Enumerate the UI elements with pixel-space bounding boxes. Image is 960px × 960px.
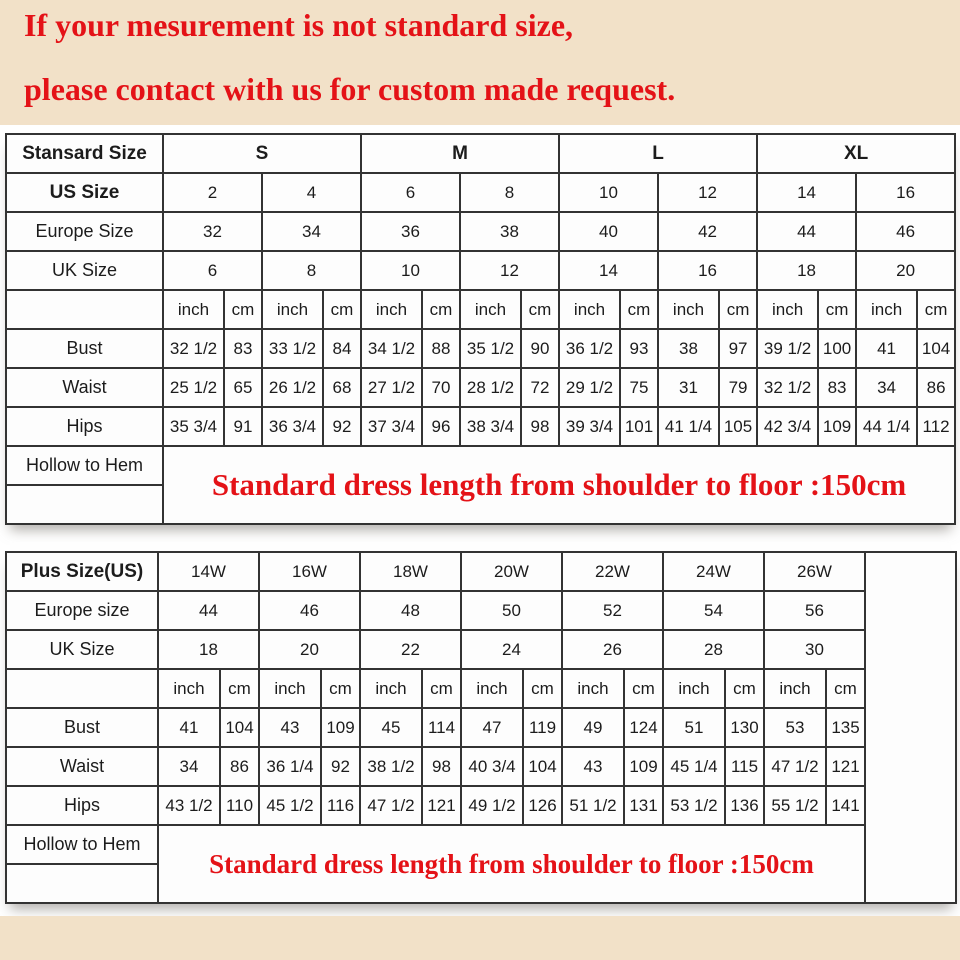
table-cell: inch [361, 290, 422, 329]
table-cell: 119 [523, 708, 562, 747]
table-cell: inch [562, 669, 624, 708]
bust-label: Bust [6, 329, 163, 368]
table-cell: cm [321, 669, 360, 708]
table-cell: 86 [917, 368, 955, 407]
table-cell: 35 3/4 [163, 407, 224, 446]
table-cell: 116 [321, 786, 360, 825]
table-cell: 136 [725, 786, 764, 825]
table-cell: 16 [856, 173, 955, 212]
table-cell: 141 [826, 786, 865, 825]
table-cell: 131 [624, 786, 663, 825]
table-cell: 28 1/2 [460, 368, 521, 407]
notice-line-1: If your mesurement is not standard size, [24, 7, 574, 43]
table-row [6, 173, 955, 212]
table-cell: 109 [818, 407, 856, 446]
table-cell: 12 [658, 173, 757, 212]
standard-size-table [5, 133, 956, 525]
table-cell: 6 [361, 173, 460, 212]
uk-size-label: UK Size [6, 630, 158, 669]
table-row [6, 329, 955, 368]
table-cell: 109 [321, 708, 360, 747]
table-cell: 16 [658, 251, 757, 290]
table-cell: 26 [562, 630, 663, 669]
table-cell: inch [658, 290, 719, 329]
table-cell: 46 [259, 591, 360, 630]
table-cell: 6 [163, 251, 262, 290]
table-cell: cm [521, 290, 559, 329]
table-cell: 126 [523, 786, 562, 825]
table-cell: cm [624, 669, 663, 708]
table-cell: 51 1/2 [562, 786, 624, 825]
table-cell: 26W [764, 552, 865, 591]
table-cell: 38 3/4 [460, 407, 521, 446]
table-cell: 98 [422, 747, 461, 786]
table-cell: inch [856, 290, 917, 329]
table-cell: 54 [663, 591, 764, 630]
table-cell: 41 [158, 708, 220, 747]
table-cell: 41 [856, 329, 917, 368]
table-row [6, 591, 956, 630]
table-cell: 39 1/2 [757, 329, 818, 368]
table-cell: 24 [461, 630, 562, 669]
size-s-header: S [163, 134, 361, 173]
table-cell: 49 [562, 708, 624, 747]
table-cell: 90 [521, 329, 559, 368]
table-cell: 83 [818, 368, 856, 407]
table-cell: 70 [422, 368, 460, 407]
table-cell: 14 [559, 251, 658, 290]
table-cell: 27 1/2 [361, 368, 422, 407]
table-cell: 52 [562, 591, 663, 630]
table-row [6, 446, 955, 485]
table-cell: 26 1/2 [262, 368, 323, 407]
table-cell: 32 [163, 212, 262, 251]
table-cell: 97 [719, 329, 757, 368]
table-cell: inch [259, 669, 321, 708]
table-cell: 53 [764, 708, 826, 747]
table-cell: 24W [663, 552, 764, 591]
size-xl-header: XL [757, 134, 955, 173]
table-cell: 36 1/4 [259, 747, 321, 786]
table-cell: 34 [856, 368, 917, 407]
us-size-label: US Size [6, 173, 163, 212]
table-cell: 44 1/4 [856, 407, 917, 446]
table-cell: 48 [360, 591, 461, 630]
table-row [6, 212, 955, 251]
plus-size-table [5, 551, 957, 904]
table-cell: 130 [725, 708, 764, 747]
table-cell: 29 1/2 [559, 368, 620, 407]
table-cell-empty [6, 669, 158, 708]
waist-label: Waist [6, 368, 163, 407]
table-cell: inch [757, 290, 818, 329]
table-cell: 46 [856, 212, 955, 251]
waist-label: Waist [6, 747, 158, 786]
table-cell: cm [220, 669, 259, 708]
plus-table-title: Plus Size(US) [6, 552, 158, 591]
table-cell: 34 [158, 747, 220, 786]
custom-size-notice [0, 0, 960, 125]
table-cell: cm [620, 290, 658, 329]
table-row [6, 290, 955, 329]
hips-label: Hips [6, 407, 163, 446]
table-cell: cm [224, 290, 262, 329]
table-row [6, 786, 956, 825]
table-cell-empty [6, 290, 163, 329]
table-cell: 18 [757, 251, 856, 290]
hips-label: Hips [6, 786, 158, 825]
table-cell: 2 [163, 173, 262, 212]
table-cell: 50 [461, 591, 562, 630]
table-cell: 92 [323, 407, 361, 446]
empty-column-cell [865, 552, 956, 903]
table-cell: 32 1/2 [757, 368, 818, 407]
table-cell: 14W [158, 552, 259, 591]
table-cell: 135 [826, 708, 865, 747]
table-row [6, 134, 955, 173]
table-cell: 124 [624, 708, 663, 747]
table-cell: 36 3/4 [262, 407, 323, 446]
table-cell: 40 3/4 [461, 747, 523, 786]
table-cell: 53 1/2 [663, 786, 725, 825]
table-cell: inch [663, 669, 725, 708]
table-cell: 35 1/2 [460, 329, 521, 368]
table-cell: 4 [262, 173, 361, 212]
table-cell: 45 [360, 708, 422, 747]
hollow-to-hem-label: Hollow to Hem [6, 825, 158, 864]
table-row [6, 747, 956, 786]
table-cell: 8 [460, 173, 559, 212]
table-cell: 47 [461, 708, 523, 747]
table-cell: 121 [826, 747, 865, 786]
table-cell: 86 [220, 747, 259, 786]
uk-size-label: UK Size [6, 251, 163, 290]
table-cell: 115 [725, 747, 764, 786]
europe-size-label: Europe Size [6, 212, 163, 251]
table-cell: cm [818, 290, 856, 329]
table-cell: 92 [321, 747, 360, 786]
table-cell: 79 [719, 368, 757, 407]
bottom-margin [0, 916, 960, 960]
table-cell: cm [725, 669, 764, 708]
bust-label: Bust [6, 708, 158, 747]
table-cell: 20 [856, 251, 955, 290]
table-cell: inch [461, 669, 523, 708]
table-row [6, 407, 955, 446]
table-cell: 91 [224, 407, 262, 446]
table-cell: 38 [658, 329, 719, 368]
table-cell: inch [158, 669, 220, 708]
size-tables-panel [0, 125, 960, 914]
table-cell: 36 1/2 [559, 329, 620, 368]
table-cell: 32 1/2 [163, 329, 224, 368]
table-cell: 33 1/2 [262, 329, 323, 368]
table-cell: 8 [262, 251, 361, 290]
table-cell: 12 [460, 251, 559, 290]
table-cell: 42 [658, 212, 757, 251]
table-cell: 112 [917, 407, 955, 446]
table-cell-empty [6, 864, 158, 903]
table-cell: 44 [757, 212, 856, 251]
table-cell: cm [422, 669, 461, 708]
table-cell: 20W [461, 552, 562, 591]
table-cell: 28 [663, 630, 764, 669]
table-row [6, 368, 955, 407]
table-cell: 20 [259, 630, 360, 669]
table-cell: 47 1/2 [764, 747, 826, 786]
size-l-header: L [559, 134, 757, 173]
table-cell: cm [917, 290, 955, 329]
table-cell: 114 [422, 708, 461, 747]
table-cell: 34 [262, 212, 361, 251]
table-cell: inch [262, 290, 323, 329]
table-cell: 65 [224, 368, 262, 407]
table-cell: inch [163, 290, 224, 329]
table-cell: 45 1/4 [663, 747, 725, 786]
table-cell: 43 [562, 747, 624, 786]
table-cell: inch [460, 290, 521, 329]
standard-table-title: Stansard Size [6, 134, 163, 173]
table-cell: 42 3/4 [757, 407, 818, 446]
table-cell: 68 [323, 368, 361, 407]
table-cell: 31 [658, 368, 719, 407]
table-row [6, 825, 956, 864]
table-cell: cm [826, 669, 865, 708]
table-cell: 98 [521, 407, 559, 446]
table-cell: 101 [620, 407, 658, 446]
table-cell: 56 [764, 591, 865, 630]
table-row [6, 552, 956, 591]
table-row [6, 669, 956, 708]
table-cell: 47 1/2 [360, 786, 422, 825]
table-cell: 93 [620, 329, 658, 368]
table-cell: cm [323, 290, 361, 329]
table-cell: 104 [523, 747, 562, 786]
table-cell: 18W [360, 552, 461, 591]
table-cell: 18 [158, 630, 259, 669]
table-row [6, 708, 956, 747]
table-cell: inch [559, 290, 620, 329]
europe-size-label: Europe size [6, 591, 158, 630]
notice-line-2: please contact with us for custom made request. [24, 71, 676, 107]
table-cell: 72 [521, 368, 559, 407]
table-cell: 44 [158, 591, 259, 630]
table-cell: cm [523, 669, 562, 708]
table-row [6, 630, 956, 669]
table-cell: 40 [559, 212, 658, 251]
table-cell: 37 3/4 [361, 407, 422, 446]
table-cell: 75 [620, 368, 658, 407]
table-cell: 88 [422, 329, 460, 368]
standard-length-note: Standard dress length from shoulder to floor :150cm [163, 446, 955, 524]
table-cell: 121 [422, 786, 461, 825]
table-cell: 109 [624, 747, 663, 786]
table-cell: 104 [220, 708, 259, 747]
table-cell: cm [422, 290, 460, 329]
size-m-header: M [361, 134, 559, 173]
table-cell: 38 [460, 212, 559, 251]
table-cell: 45 1/2 [259, 786, 321, 825]
table-cell: 10 [559, 173, 658, 212]
table-cell: 38 1/2 [360, 747, 422, 786]
table-cell: 110 [220, 786, 259, 825]
table-row [6, 251, 955, 290]
table-cell: 49 1/2 [461, 786, 523, 825]
table-cell: 22 [360, 630, 461, 669]
table-cell: inch [360, 669, 422, 708]
table-cell: 105 [719, 407, 757, 446]
table-cell: 10 [361, 251, 460, 290]
table-cell: 43 1/2 [158, 786, 220, 825]
table-cell: inch [764, 669, 826, 708]
table-cell: 43 [259, 708, 321, 747]
table-cell: 41 1/4 [658, 407, 719, 446]
table-cell: 36 [361, 212, 460, 251]
table-cell: 14 [757, 173, 856, 212]
table-cell: 96 [422, 407, 460, 446]
plus-length-note: Standard dress length from shoulder to floor :150cm [158, 825, 865, 903]
table-cell: cm [719, 290, 757, 329]
table-cell: 51 [663, 708, 725, 747]
table-cell: 104 [917, 329, 955, 368]
table-cell: 39 3/4 [559, 407, 620, 446]
table-cell: 83 [224, 329, 262, 368]
table-cell: 55 1/2 [764, 786, 826, 825]
hollow-to-hem-label: Hollow to Hem [6, 446, 163, 485]
table-cell: 25 1/2 [163, 368, 224, 407]
table-cell: 34 1/2 [361, 329, 422, 368]
table-cell: 16W [259, 552, 360, 591]
table-cell: 100 [818, 329, 856, 368]
table-cell: 30 [764, 630, 865, 669]
table-cell-empty [6, 485, 163, 524]
table-cell: 22W [562, 552, 663, 591]
table-cell: 84 [323, 329, 361, 368]
